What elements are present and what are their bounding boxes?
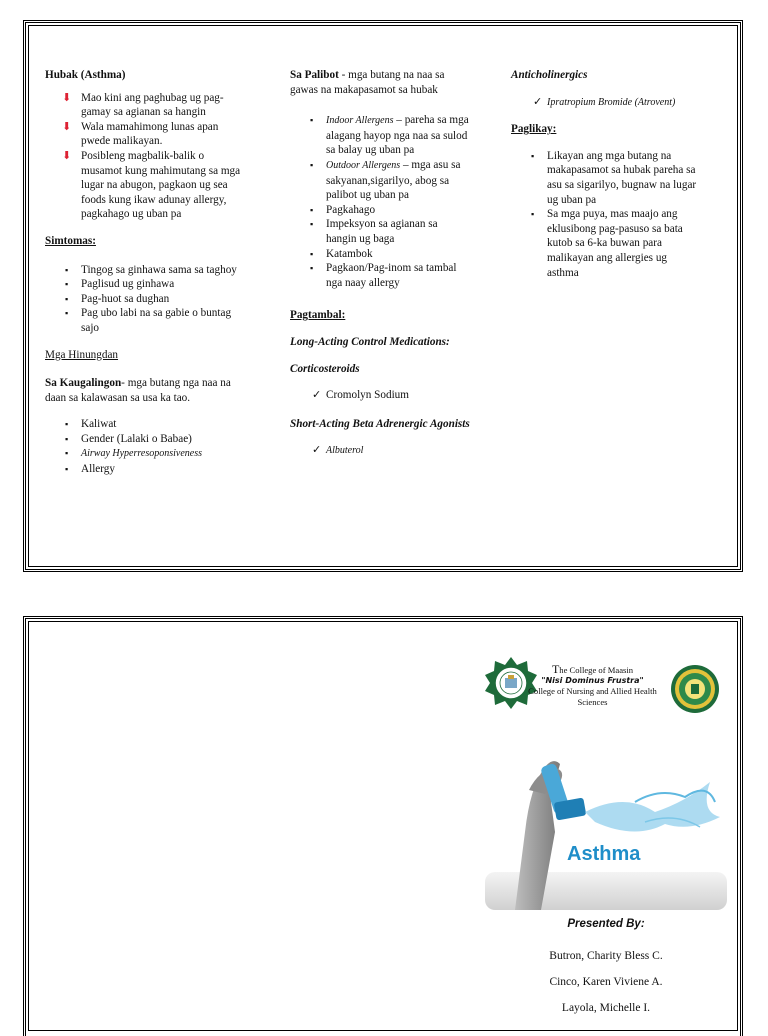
nursing-seal-icon — [670, 664, 720, 714]
list-item: ⬇ Wala mamahimong lunas apan pwede malikayan. — [62, 120, 219, 148]
square-bullet-icon: ▪ — [310, 115, 314, 126]
list-item: ⬇ Mao kini ang paghubag ug pag-gamay sa agianan sa hangin — [62, 91, 224, 119]
list-item: ▪ Airway Hyperresoponsiveness — [65, 448, 202, 460]
short-acting-heading: Short-Acting Beta Adrenergic Agonists — [290, 417, 470, 430]
checkmark-icon: ✓ — [533, 95, 543, 108]
square-bullet-icon: ▪ — [310, 248, 314, 259]
list-item: ▪ Tingog sa ginhawa sama sa taghoy — [65, 263, 237, 276]
column-2 — [290, 68, 470, 471]
list-item: ✓ Albuterol — [312, 444, 364, 457]
checkmark-icon: ✓ — [312, 444, 322, 457]
cromolyn-list — [290, 388, 470, 403]
list-item: ✓ Ipratropium Bromide (Atrovent) — [533, 95, 676, 108]
long-acting-heading: Long-Acting Control Medications: — [290, 335, 450, 348]
checkmark-icon: ✓ — [312, 389, 322, 402]
list-item: ▪ Paglisud ug ginhawa — [65, 278, 175, 291]
college-header: The College of Maasin "Nisi Dominus Frustra" College of Nursing and Allied Health Sciences — [528, 662, 657, 707]
presented-by-label: Presented By: — [567, 918, 645, 930]
presenter-name: Cinco, Karen Viviene A. — [549, 976, 663, 988]
list-item: ▪ Kaliwat — [65, 418, 117, 431]
list-item: ▪ Impeksyon sa agianan sa hangin ug baga — [310, 218, 438, 245]
ipratropium-list — [511, 95, 701, 111]
asthma-title: Asthma — [567, 843, 641, 865]
square-bullet-icon: ▪ — [65, 279, 69, 290]
pagtambal-title: Pagtambal: — [290, 309, 346, 322]
arrow-bullet-icon: ⬇ — [62, 91, 72, 104]
square-bullet-icon: ▪ — [65, 448, 69, 459]
presenter-name: Butron, Charity Bless C. — [549, 950, 663, 962]
paglikay-title: Paglikay: — [511, 123, 557, 136]
list-item: ▪ Pagkaon/Pag-inom sa tambal nga naay allergy — [310, 262, 457, 289]
list-item: ▪ Katambok — [310, 247, 373, 260]
square-bullet-icon: ▪ — [65, 293, 69, 304]
square-bullet-icon: ▪ — [310, 159, 314, 170]
presenter-names — [485, 943, 727, 1021]
list-item: ▪ Indoor Allergens – pareha sa mga alagang hayop nga naa sa sulod sa balay ug uban pa — [310, 114, 469, 157]
square-bullet-icon: ▪ — [65, 264, 69, 275]
list-item: ▪ Pag-huot sa dughan — [65, 292, 170, 305]
simtomas-list — [45, 263, 245, 336]
simtomas-title: Simtomas: — [45, 234, 96, 247]
list-item: ▪ Outdoor Allergens – mga asu sa sakyanan,sigarilyo, abog sa palibot ug uban pa — [310, 158, 461, 202]
palibot-paragraph: Sa Palibot - mga butang na naa sa gawas na makapasamot sa hubak — [290, 69, 445, 96]
list-item: ⬇ Posibleng magbalik-balik o musamot kung mahimutang sa mga lugar na abugon, pagkaon ug sea foods kung ikaw adunay allergy, pagkahago ug uban pa — [62, 149, 241, 221]
palibot-list — [290, 113, 470, 290]
kaugalingon-list — [45, 417, 245, 476]
arrow-bullet-icon: ⬇ — [62, 120, 72, 133]
list-item: ▪ Pagkahago — [310, 203, 376, 216]
list-item: ▪ Sa mga puya, mas maajo ang eklusibong pag-pasuso sa bata kutob sa 6-ka buwan para malikayan ang allergies ug asthma — [531, 208, 683, 279]
corticosteroids-heading: Corticosteroids — [290, 362, 360, 375]
square-bullet-icon: ▪ — [531, 150, 535, 161]
presenter-name: Layola, Michelle I. — [561, 1002, 651, 1014]
list-item: ▪ Likayan ang mga butang na makapasamot sa hubak pareha sa asu sa sigarilyo, bugnaw na lugar ug uban pa — [531, 149, 697, 206]
albuterol-list — [290, 443, 470, 459]
square-bullet-icon: ▪ — [310, 263, 314, 274]
list-item: ▪ Allergy — [65, 463, 115, 476]
inhaler-hand-image — [485, 742, 727, 910]
square-bullet-icon: ▪ — [65, 308, 69, 319]
list-item: ✓ Cromolyn Sodium — [312, 389, 409, 402]
square-bullet-icon: ▪ — [65, 419, 69, 430]
square-bullet-icon: ▪ — [531, 209, 535, 220]
square-bullet-icon: ▪ — [310, 204, 314, 215]
hubak-list — [45, 91, 245, 222]
column-3 — [511, 68, 701, 292]
hubak-title: Hubak (Asthma) — [45, 69, 126, 81]
square-bullet-icon: ▪ — [310, 219, 314, 230]
list-item: ▪ Pag ubo labi na sa gabie o buntag sajo — [65, 307, 232, 334]
square-bullet-icon: ▪ — [65, 433, 69, 444]
hinungdan-title: Mga Hinungdan — [45, 348, 119, 361]
column-1 — [45, 68, 245, 489]
kaugalingon-paragraph: Sa Kaugalingon- mga butang nga naa na daan sa kalawasan sa usa ka tao. — [45, 377, 231, 404]
arrow-bullet-icon: ⬇ — [62, 149, 72, 162]
anticholinergics-heading: Anticholinergics — [511, 69, 588, 81]
paglikay-list — [511, 149, 701, 280]
list-item: ▪ Gender (Lalaki o Babae) — [65, 432, 192, 445]
square-bullet-icon: ▪ — [65, 464, 69, 475]
